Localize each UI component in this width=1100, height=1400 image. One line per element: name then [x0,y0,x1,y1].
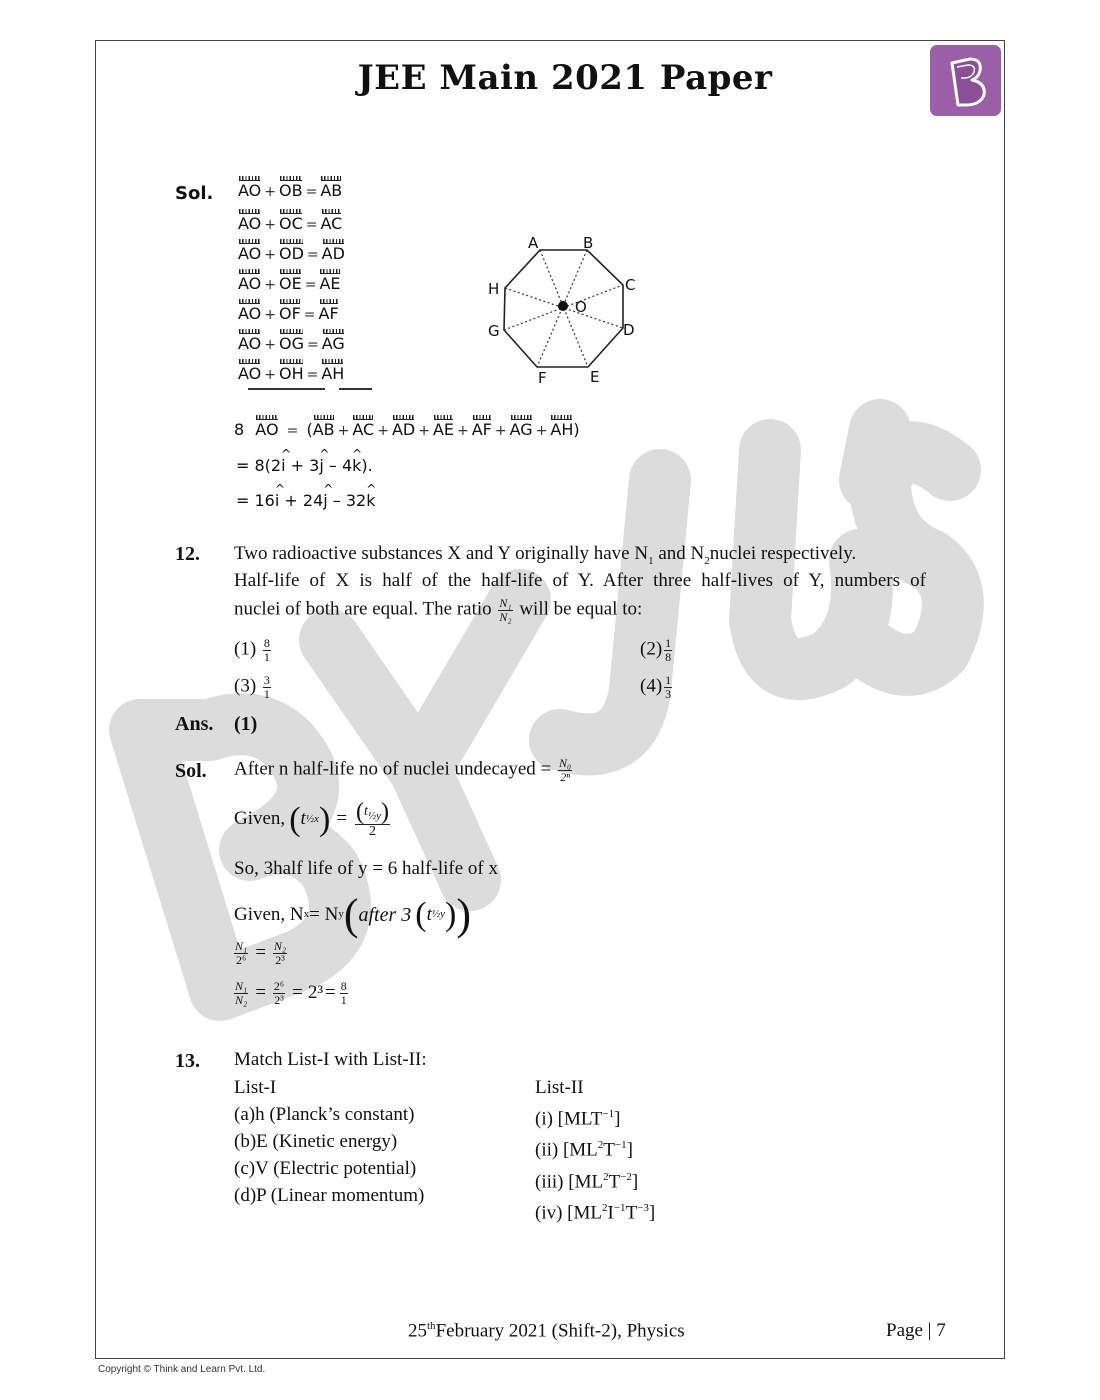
list-2-item: (iv) $[ML^2I^{-1}T^{-3}]$ [535,1201,656,1224]
list-2-item: (iii) $[ML^2T^{-2}]$ [535,1170,639,1192]
question-number-12: 12. [175,543,200,565]
svg-text:D: D [623,321,635,339]
svg-text:H: H [488,280,500,298]
sol-line-1: After n half-life no of nuclei undecayed = $\frac{\text{N₀}}{\text{2ⁿ}}$ [234,756,572,784]
option-1[interactable]: (1) $\frac{8}{1}$ [234,636,270,664]
sol-label-q11: Sol. [175,183,214,204]
vector-equation-row: AO + OD = AD [238,244,345,263]
option-2[interactable]: (2) $\frac{1}{8}$ [640,636,672,664]
option-4[interactable]: (4) $\frac{1}{3}$ [640,673,672,701]
option-3[interactable]: (3) $\frac{3}{1}$ [234,673,270,701]
list-2-header: List-II [535,1077,584,1098]
q12-line-2: Half-life of X is half of the half-life of Y. After three half-lives of Y, numbers of [234,570,926,591]
equation-2: $\frac{\text{N₁}}{\text{N₂}}$ = $\frac{\text{2⁶}}{\text{2³}}$ = 2³ = $\frac{8}{1}$ [235,979,347,1007]
center-label: O [575,298,587,316]
sol-label-q12: Sol. [175,760,207,782]
page-number: Page | 7 [886,1320,946,1341]
list-1-header: List-I [234,1077,277,1098]
vector-equation-row: AO + OF = AF [238,304,339,323]
result-line-1: = 8(2i ^ + 3j ^ – 4k ^). [236,456,373,475]
sum-underline [339,388,372,390]
vector-equation-row: AO + OH = AH [238,364,345,383]
list-2 [535,1074,655,1226]
page-title: JEE Main 2021 Paper [357,58,773,98]
octagon-diagram [480,228,650,388]
so-line: So, 3half life of y = 6 half-life of x [234,858,498,879]
vector-equation-row: AO + OG = AG [238,334,345,353]
svg-text:F: F [538,369,547,387]
given-line-2: Given, N x = N y ( after 3 ( t ½y ) ) [234,890,472,939]
footer-date: 25thFebruary 2021 (Shift-2), Physics [408,1320,685,1342]
result-line-2: = 16i ^ + 24j ^ – 32k ^ [236,491,376,510]
vertex-label-a: A [528,234,539,252]
list-1-item: (c)V (Electric potential) [234,1158,417,1179]
vector-equation-row: AO + OC = AC [238,214,343,233]
list-1-item: (b)E (Kinetic energy) [234,1131,398,1152]
list-1 [234,1074,424,1209]
q12-line-1: Two radioactive substances X and Y originally have $N_1$ and $N_2nuclei$ respectively. [234,543,857,567]
vector-sum-line: 8 AO = (AB + AC + AD + AE + AF + AG + AH) [234,420,580,439]
copyright-notice: Copyright © Think and Learn Pvt. Ltd. [98,1364,266,1375]
list-2-item: (i) $[MLT^{-1}]$ [535,1108,621,1130]
list-1-item: (a)h (Planck’s constant) [234,1104,415,1125]
list-1-item: (d)P (Linear momentum) [234,1185,425,1206]
sum-underline [248,388,325,390]
svg-text:C: C [625,276,636,294]
answer-value: (1) [234,713,258,735]
question-number-13: 13. [175,1050,200,1072]
q13-prompt: Match List-I with List-II: [234,1049,427,1070]
equation-1: $\frac{\text{N₁}}{\text{2⁶}}$ = $\frac{\text{N₂}}{\text{2³}}$ [235,939,287,967]
given-line-1: Given, ( t ½x ) = $\frac{(t_{\frac{1}{2}y})}{2}$ [234,799,390,839]
byjus-b-logo-icon [930,45,1001,116]
list-2-item: (ii) $[ML^2T^{-1}]$ [535,1139,633,1161]
svg-text:G: G [488,322,500,340]
svg-text:B: B [583,234,594,252]
vector-equation-row: AO + OE = AE [238,274,341,293]
svg-text:E: E [590,368,600,386]
q12-line-3: nuclei of both are equal. The ratio $\frac{\text{N₁}}{\text{N₂}}$ will be equal to: [234,596,643,624]
answer-label: Ans. [175,713,214,735]
vector-equation-row: AO + OB = AB [238,181,343,200]
